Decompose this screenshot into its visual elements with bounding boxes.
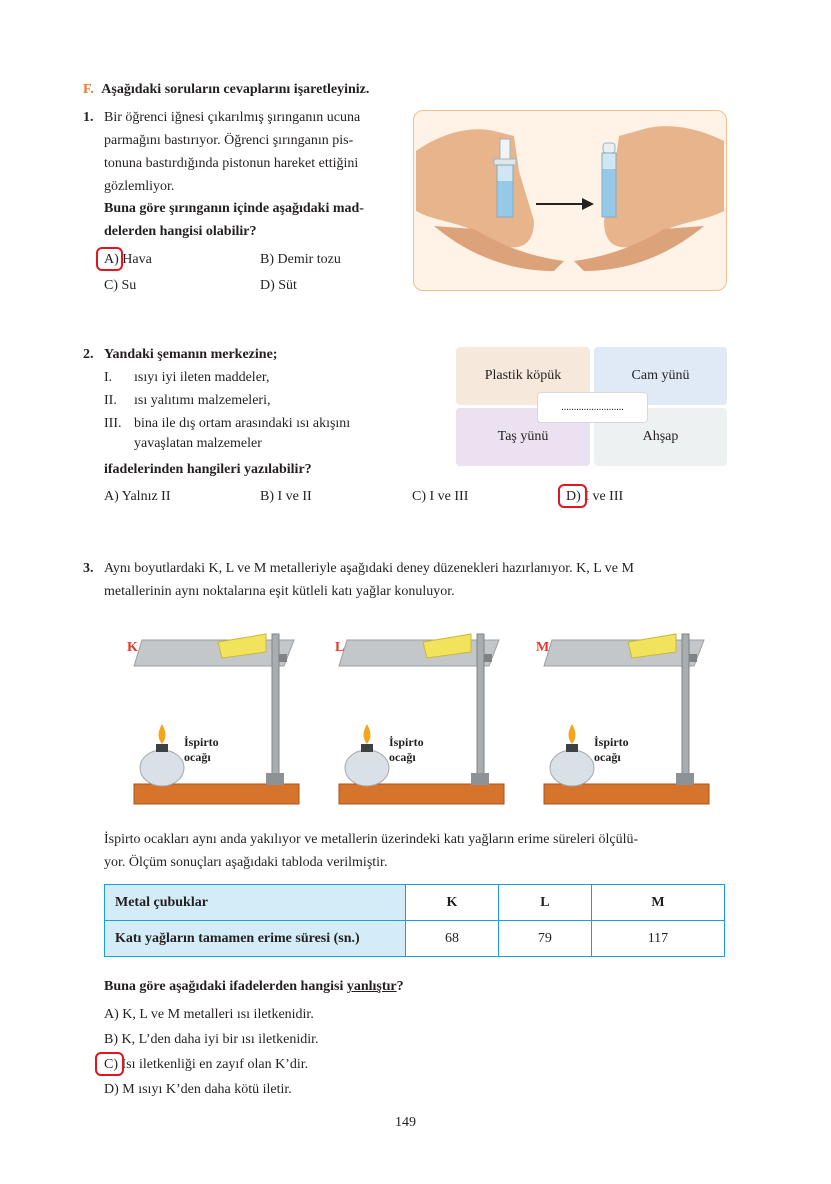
diagram-box-top-right: Cam yünü xyxy=(594,347,727,405)
table-cell: 79 xyxy=(498,921,591,957)
stand-clamp-icon xyxy=(484,654,492,662)
q3-option-d[interactable]: D) M ısıyı K’den daha kötü iletir. xyxy=(104,1082,292,1097)
setup-metal-label: M xyxy=(536,640,550,655)
table-cell: 117 xyxy=(591,921,724,957)
diagram-center-blank: ......................... xyxy=(537,392,648,423)
table-row-label: Metal çubuklar xyxy=(105,885,406,921)
q2-item-num: I. xyxy=(104,370,113,385)
q2-answer-mark xyxy=(558,484,587,508)
q3-option-c[interactable] xyxy=(104,1053,308,1076)
table-header-cell: M xyxy=(591,885,724,921)
q2-number: 2. xyxy=(83,347,94,362)
left-syringe-flange xyxy=(494,159,516,165)
table-cell: 68 xyxy=(406,921,499,957)
burner-glass-icon xyxy=(140,750,184,786)
syringe-hands-illustration xyxy=(414,111,726,290)
q1-option-b[interactable]: B) Demir tozu xyxy=(260,252,341,267)
burner-cap xyxy=(156,744,168,752)
q2-question: ifadelerinden hangileri yazılabilir? xyxy=(104,462,312,477)
q1-option-c[interactable]: C) Su xyxy=(104,278,137,293)
q2-item xyxy=(104,412,394,435)
q1-stem-line: Bir öğrenci iğnesi çıkarılmış şırınganın ucuna xyxy=(104,110,361,125)
q2-item-text: ısıyı iyi ileten maddeler, xyxy=(134,370,270,385)
q2-item-num: III. xyxy=(104,416,122,431)
q1-number: 1. xyxy=(83,110,94,125)
metal-plate xyxy=(134,640,294,666)
q1-stem-line: tonuna bastırdığında pistonun hareket ettiğini xyxy=(104,156,359,171)
burner-label xyxy=(184,735,219,765)
burner-label xyxy=(389,735,424,765)
q3-question-emphasis: yanlıştır xyxy=(346,979,397,994)
q3-paragraph-line: yor. Ölçüm sonuçları aşağıdaki tabloda verilmiştir. xyxy=(104,855,388,870)
q2-item-text: ısı yalıtımı malzemeleri, xyxy=(134,393,271,408)
burner-cap xyxy=(361,744,373,752)
setup-metal-label: L xyxy=(335,640,345,655)
flame-icon xyxy=(569,724,576,744)
section-header xyxy=(83,78,369,101)
setup-metal-label: K xyxy=(127,640,138,655)
setup-k xyxy=(126,628,306,808)
bench-board xyxy=(544,784,709,804)
experiment-setups xyxy=(126,628,736,813)
q2-option-a[interactable]: A) Yalnız II xyxy=(104,489,171,504)
arrow-icon xyxy=(582,198,594,210)
q3-question-suffix: ? xyxy=(396,979,404,994)
stand-clamp-icon xyxy=(279,654,287,662)
q2-option-b[interactable]: B) I ve II xyxy=(260,489,312,504)
diagram-box-bottom-left: Taş yünü xyxy=(456,408,590,466)
q1-stem xyxy=(104,106,404,198)
q3-option-b[interactable]: B) K, L’den daha iyi bir ısı iletkenidir. xyxy=(104,1032,319,1047)
burner-label-line: ocağı xyxy=(184,750,211,764)
q3-intro-line: metallerinin aynı noktalarına eşit kütleli katı yağlar konuluyor. xyxy=(104,584,455,599)
left-syringe-fill xyxy=(497,181,513,217)
diagram-box-top-left: Plastik köpük xyxy=(456,347,590,405)
left-syringe-plunger xyxy=(500,139,510,161)
flame-icon xyxy=(159,724,166,744)
q1-option-a-letter: A) xyxy=(104,252,119,267)
results-table xyxy=(104,884,725,957)
q3-question-prefix: Buna göre aşağıdaki ifadelerden hangisi xyxy=(104,979,347,994)
q1-question-line: Buna göre şırınganın içinde aşağıdaki mad- xyxy=(104,201,364,216)
q2-option-d-text: I ve III xyxy=(584,489,624,504)
right-syringe-plunger xyxy=(603,143,615,153)
q3-intro xyxy=(104,557,734,603)
q2-item xyxy=(104,389,394,412)
q2-items xyxy=(104,366,394,452)
q1-stem-line: gözlemliyor. xyxy=(104,179,175,194)
q3-option-a[interactable]: A) K, L ve M metalleri ısı iletkenidir. xyxy=(104,1007,314,1022)
q3-option-c-text: Isı iletkenliği en zayıf olan K’dir. xyxy=(121,1057,309,1072)
q2-item-num: II. xyxy=(104,393,117,408)
q2-option-c[interactable]: C) I ve III xyxy=(412,489,469,504)
q3-question xyxy=(104,975,404,998)
q2-item-text: bina ile dış ortam arasındaki ısı akışını xyxy=(134,416,351,431)
stand-rod xyxy=(272,634,279,784)
table-header-cell: L xyxy=(498,885,591,921)
burner-label-line: İspirto xyxy=(389,735,424,749)
stand-base xyxy=(266,773,284,785)
q1-question-line: delerden hangisi olabilir? xyxy=(104,224,257,239)
stand-base xyxy=(676,773,694,785)
burner-label-line: İspirto xyxy=(594,735,629,749)
q3-answer-mark xyxy=(95,1052,124,1076)
section-letter: F. xyxy=(83,82,94,97)
bench-board xyxy=(134,784,299,804)
burner-label-line: İspirto xyxy=(184,735,219,749)
metal-plate xyxy=(339,640,499,666)
burner-label xyxy=(594,735,629,765)
q1-stem-line: parmağını bastırıyor. Öğrenci şırınganın pis- xyxy=(104,133,354,148)
table-row xyxy=(105,885,725,921)
q2-title: Yandaki şemanın merkezine; xyxy=(104,347,278,362)
page-number: 149 xyxy=(395,1115,416,1130)
q1-answer-mark xyxy=(96,247,123,271)
q2-option-d-letter: D) xyxy=(566,489,581,504)
setup-drawing xyxy=(536,628,716,808)
q1-option-a-text: Hava xyxy=(122,252,152,267)
section-title: Aşağıdaki soruların cevaplarını işaretleyiniz. xyxy=(101,82,370,97)
left-hand-shape xyxy=(416,129,534,247)
flame-icon xyxy=(364,724,371,744)
q3-number: 3. xyxy=(83,561,94,576)
stand-rod xyxy=(477,634,484,784)
setup-m xyxy=(536,628,716,808)
metal-plate xyxy=(544,640,704,666)
burner-label-line: ocağı xyxy=(594,750,621,764)
q2-item xyxy=(104,366,394,389)
setup-l xyxy=(331,628,511,808)
burner-cap xyxy=(566,744,578,752)
q2-item-continuation: yavaşlatan malzemeler xyxy=(134,436,262,451)
setup-drawing xyxy=(331,628,511,808)
right-syringe-fill xyxy=(602,169,616,217)
burner-glass-icon xyxy=(345,750,389,786)
table-header-cell: K xyxy=(406,885,499,921)
q3-paragraph-line: İspirto ocakları aynı anda yakılıyor ve metallerin üzerindeki katı yağların erime süreleri ölçülü- xyxy=(104,832,639,847)
burner-glass-icon xyxy=(550,750,594,786)
bench-board xyxy=(339,784,504,804)
q3-intro-line: Aynı boyutlardaki K, L ve M metalleriyle aşağıdaki deney düzenekleri hazırlanıyor. K, L ve M xyxy=(104,561,634,576)
stand-clamp-icon xyxy=(689,654,697,662)
q3-paragraph xyxy=(104,828,734,874)
q1-question xyxy=(104,197,414,243)
stand-rod xyxy=(682,634,689,784)
diagram-box-bottom-right: Ahşap xyxy=(594,408,727,466)
setup-drawing xyxy=(126,628,306,808)
burner-label-line: ocağı xyxy=(389,750,416,764)
q3-option-c-letter: C) xyxy=(104,1057,118,1072)
table-row-label: Katı yağların tamamen erime süresi (sn.) xyxy=(105,921,406,957)
stand-base xyxy=(471,773,489,785)
table-row xyxy=(105,921,725,957)
q1-illustration xyxy=(413,110,727,291)
q1-option-d[interactable]: D) Süt xyxy=(260,278,297,293)
